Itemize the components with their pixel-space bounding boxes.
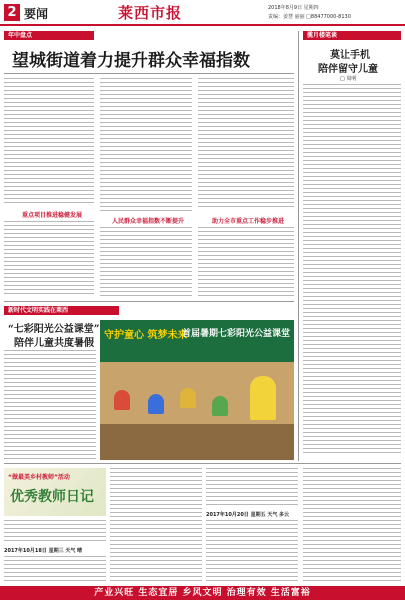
editor-line: 责编：姜慧 丽丽 □88477000-8130 (268, 14, 351, 20)
diary-date-1: 2017年10月18日 星期三 天气 晴 (4, 548, 83, 554)
footer-slogan: 产业兴旺 生态宜居 乡风文明 治理有效 生活富裕 (0, 586, 405, 600)
child-figure (212, 396, 228, 416)
column-divider (298, 31, 299, 461)
child-figure (148, 394, 164, 414)
article-text-left-2 (4, 221, 94, 296)
masthead: 莱西市报 (118, 4, 183, 22)
diary-banner (4, 468, 106, 516)
subhead-left: 重点项目推进稳健发展 (22, 212, 83, 219)
main-headline: 望城街道着力提升群众幸福指数 (12, 51, 250, 71)
story-headline-line-2: 陪伴儿童共度暑假 (14, 338, 94, 349)
diary-text-3 (206, 468, 298, 508)
article-text-right (198, 78, 294, 210)
column-text (303, 84, 401, 456)
diary-red-label: “做最美乡村教师”活动 (8, 474, 70, 481)
diary-title: 优秀教师日记 (10, 489, 94, 505)
diary-text-5 (303, 468, 401, 582)
subhead-1: 人民群众幸福指数不断提升 (112, 218, 185, 225)
photo-floor (100, 424, 294, 460)
article-text-mid (100, 78, 192, 214)
photo-banner-text-2: 首届暑期七彩阳光公益课堂 (182, 329, 291, 339)
article-text-mid-2 (100, 227, 192, 297)
section-bar-column: 揽月楼笔谈 (303, 31, 401, 40)
child-figure (180, 388, 196, 408)
story-text (4, 350, 96, 460)
child-figure (114, 390, 130, 410)
divider (4, 73, 294, 74)
column-author: □ 周明 (340, 76, 357, 82)
article-text-right-2 (198, 227, 294, 297)
story-headline-line-1: “七彩阳光公益课堂” (8, 324, 100, 335)
column-title-line-2: 陪伴留守儿童 (318, 64, 378, 75)
diary-text-1 (4, 556, 106, 582)
diary-date-2: 2017年10月20日 星期五 天气 多云 (206, 512, 290, 518)
diary-credits (4, 520, 106, 544)
news-photo (100, 320, 294, 460)
photo-banner-text-1: 守护童心 筑梦未来 (104, 330, 188, 341)
issue-date: 2018年8月9日 星期四 (268, 5, 319, 11)
section-name: 要闻 (24, 7, 49, 21)
section-bar-top-news: 年中盘点 (4, 31, 94, 40)
page-number: 2 (4, 4, 20, 21)
diary-text-4 (206, 520, 298, 582)
volunteer-figure (250, 376, 276, 420)
subhead-2: 助力全市重点工作稳步推进 (212, 218, 285, 225)
article-text-left (4, 78, 94, 206)
divider (4, 301, 294, 302)
diary-text-2 (110, 468, 202, 582)
column-title-line-1: 莫让手机 (330, 50, 370, 61)
divider (4, 463, 401, 464)
section-bar-new-era: 新时代文明实践在莱西 (4, 306, 119, 315)
